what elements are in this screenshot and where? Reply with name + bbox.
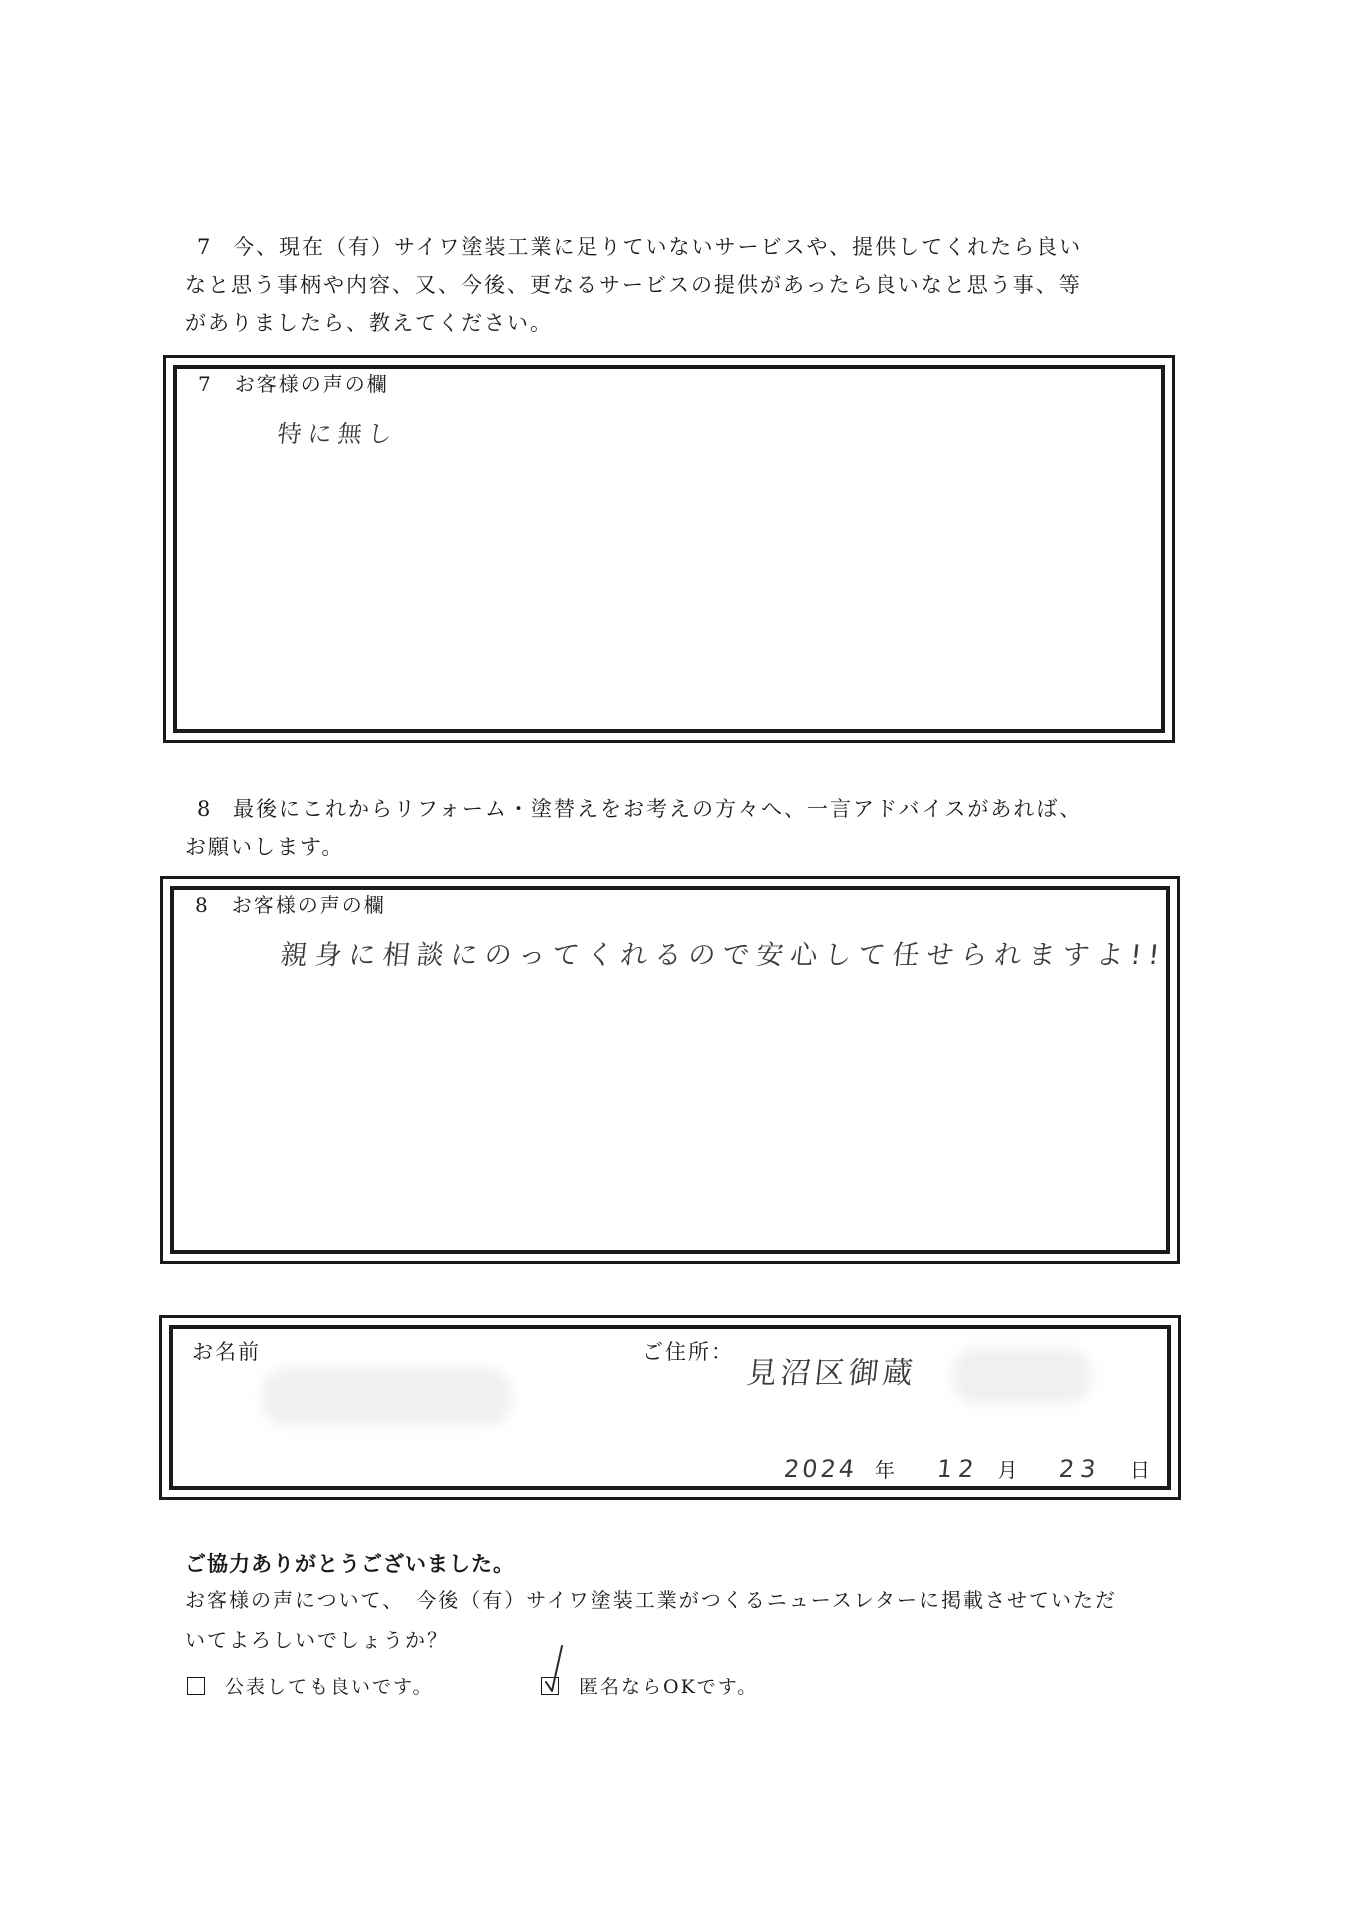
check-mark-icon (544, 1644, 564, 1694)
date-day-unit: 日 (1130, 1458, 1150, 1482)
option-public-checkbox[interactable] (187, 1677, 205, 1695)
answer-box-7 (163, 355, 1175, 743)
date-month-unit: 月 (997, 1458, 1018, 1482)
question-7-line-2: なと思う事柄や内容、又、今後、更なるサービスの提供があったら良いなと思う事、等 (185, 273, 1082, 297)
question-7 (185, 228, 1185, 342)
option-public-label: 公表しても良いです。 (225, 1676, 434, 1698)
question-7-number: 7 (197, 235, 213, 259)
question-8-line-2: お願いします。 (185, 835, 345, 859)
answer-8-handwriting[interactable]: 親身に相談にのってくれるので安心して任せられますよ!! (279, 940, 1168, 971)
thanks-heading: ご協力ありがとうございました。 (185, 1552, 515, 1576)
date-row (784, 1454, 1150, 1483)
question-7-line-1: 7 今、現在（有）サイワ塗装工業に足りていないサービスや、提供してくれたら良い (185, 228, 1185, 266)
consent-line-1: お客様の声について、 今後（有）サイワ塗装工業がつくるニュースレターに掲載させていただ (185, 1588, 1117, 1612)
answer-7-handwriting[interactable]: 特に無し (276, 420, 400, 448)
address-label: ご住所： (642, 1340, 734, 1364)
address-value[interactable]: 見沼区御蔵 (744, 1356, 919, 1391)
answer-box-8 (160, 876, 1180, 1264)
answer-box-7-label: 7 お客様の声の欄 (198, 372, 389, 396)
answer-box-8-label: 8 お客様の声の欄 (195, 893, 386, 917)
address-redaction (952, 1348, 1092, 1404)
question-8 (185, 790, 1185, 866)
customer-info-box (159, 1315, 1181, 1500)
date-day[interactable]: 23 (1057, 1455, 1104, 1483)
consent-question (185, 1580, 1185, 1660)
option-anonymous-label: 匿名ならOKです。 (579, 1676, 759, 1698)
date-year-unit: 年 (874, 1458, 895, 1482)
option-public[interactable] (187, 1672, 433, 1699)
date-month[interactable]: 12 (935, 1455, 981, 1483)
name-label: お名前 (192, 1340, 261, 1364)
option-anonymous[interactable] (541, 1672, 758, 1699)
date-year[interactable]: 2024 (782, 1455, 859, 1483)
question-7-line-3: がありましたら、教えてください。 (185, 311, 553, 335)
question-8-number: 8 (197, 797, 213, 821)
name-redaction (262, 1368, 512, 1426)
consent-line-2: いてよろしいでしょうか？ (185, 1628, 449, 1652)
question-8-line-1: 8 最後にこれからリフォーム・塗替えをお考えの方々へ、一言アドバイスがあれば、 (185, 790, 1185, 828)
option-anonymous-checkbox[interactable] (541, 1677, 559, 1695)
